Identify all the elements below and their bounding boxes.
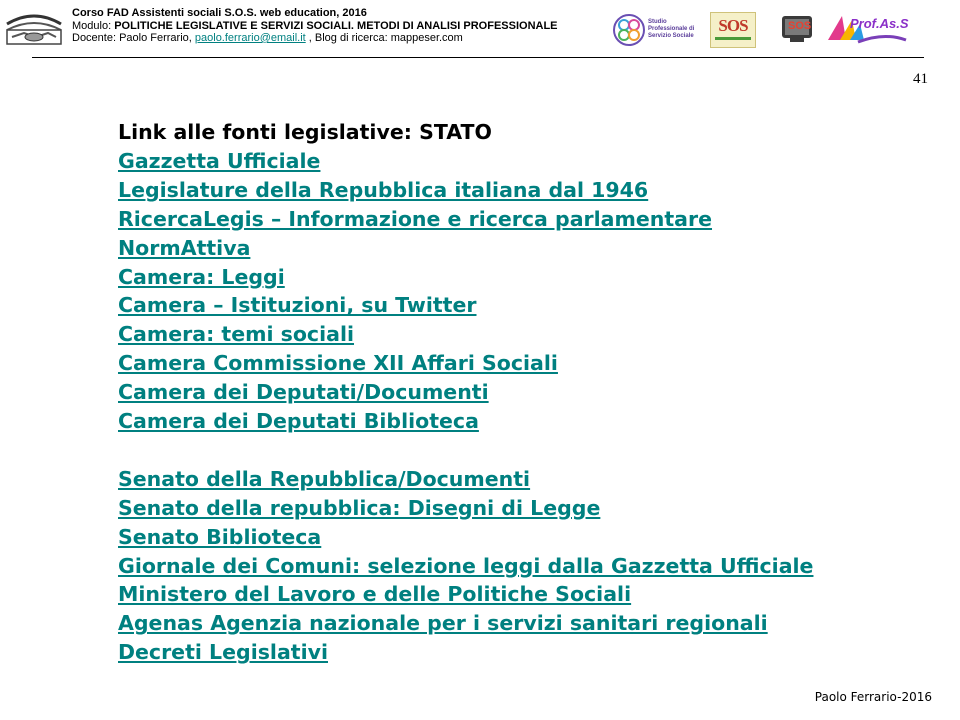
list-spacer (118, 436, 948, 465)
profass-logo-text: Prof.As.S (850, 16, 909, 31)
list-item (118, 176, 948, 205)
sos-web-logo-text: SOS (788, 20, 812, 32)
link-normattiva[interactable]: NormAttiva (118, 235, 251, 260)
list-item (118, 465, 948, 494)
link-senato-disegni-legge[interactable]: Senato della repubblica: Disegni di Legge (118, 495, 601, 520)
list-item (118, 494, 948, 523)
teacher-email-link[interactable]: paolo.ferrario@email.it (194, 32, 306, 44)
link-senato-biblioteca[interactable]: Senato Biblioteca (118, 524, 322, 549)
module-title: POLITICHE LEGISLATIVE E SERVIZI SOCIALI. METODI DI ANALISI PROFESSIONALE (114, 19, 558, 32)
studio-professionale-logo-text: Studio Professionale di Servizio Sociale (648, 19, 695, 39)
course-logo-icon (4, 6, 64, 46)
module-line (72, 20, 558, 33)
slide-header (0, 0, 960, 58)
header-divider (32, 57, 924, 58)
sos-logo (710, 12, 756, 48)
partner-logos (612, 10, 908, 50)
sos-logo-text: SOS (718, 16, 748, 35)
link-ministero-lavoro[interactable]: Ministero del Lavoro e delle Politiche Sociali (118, 582, 632, 607)
profass-logo (824, 10, 908, 50)
link-camera-documenti[interactable]: Camera dei Deputati/Documenti (118, 380, 489, 405)
section-title: Link alle fonti legislative: STATO (118, 120, 492, 144)
link-decreti-legislativi[interactable]: Decreti Legislativi (118, 640, 328, 665)
link-camera-biblioteca[interactable]: Camera dei Deputati Biblioteca (118, 409, 479, 434)
list-item (118, 234, 948, 263)
slide-content (118, 118, 948, 667)
teacher-line (72, 32, 558, 45)
course-info (72, 7, 558, 45)
teacher-label: Docente: Paolo Ferrario, (72, 32, 195, 44)
link-legislature[interactable]: Legislature della Repubblica italiana dal 1946 (118, 177, 649, 202)
studio-professionale-logo (612, 10, 704, 50)
list-item (118, 205, 948, 234)
module-label: Modulo: (72, 19, 115, 32)
sos-web-logo (776, 12, 816, 46)
list-item (118, 291, 948, 320)
link-list-camera (118, 147, 948, 436)
list-item (118, 378, 948, 407)
link-camera-twitter[interactable]: Camera – Istituzioni, su Twitter (118, 293, 477, 318)
sos-logo-bar (715, 37, 751, 40)
footer-author: Paolo Ferrario-2016 (814, 690, 932, 704)
link-giornale-comuni[interactable]: Giornale dei Comuni: selezione leggi dalla Gazzetta Ufficiale (118, 553, 814, 578)
link-camera-temi-sociali[interactable]: Camera: temi sociali (118, 322, 355, 347)
link-gazzetta-ufficiale[interactable]: Gazzetta Ufficiale (118, 148, 321, 173)
list-item (118, 263, 948, 292)
course-title: Corso FAD Assistenti sociali S.O.S. web education, 2016 (72, 7, 367, 19)
list-item (118, 147, 948, 176)
link-ricercalegis[interactable]: RicercaLegis – Informazione e ricerca parlamentare (118, 206, 713, 231)
list-item (118, 320, 948, 349)
blog-label: , Blog di ricerca: mappeser.com (305, 32, 463, 44)
list-item (118, 523, 948, 552)
link-camera-commissione-xii[interactable]: Camera Commissione XII Affari Sociali (118, 351, 558, 376)
list-item (118, 638, 948, 667)
list-item (118, 580, 948, 609)
link-camera-leggi[interactable]: Camera: Leggi (118, 264, 285, 289)
link-senato-documenti[interactable]: Senato della Repubblica/Documenti (118, 466, 531, 491)
link-agenas[interactable]: Agenas Agenzia nazionale per i servizi sanitari regionali (118, 611, 768, 636)
list-item (118, 552, 948, 581)
list-item (118, 349, 948, 378)
link-list-senato (118, 465, 948, 667)
list-item (118, 407, 948, 436)
list-item (118, 609, 948, 638)
page-number: 41 (913, 71, 928, 87)
